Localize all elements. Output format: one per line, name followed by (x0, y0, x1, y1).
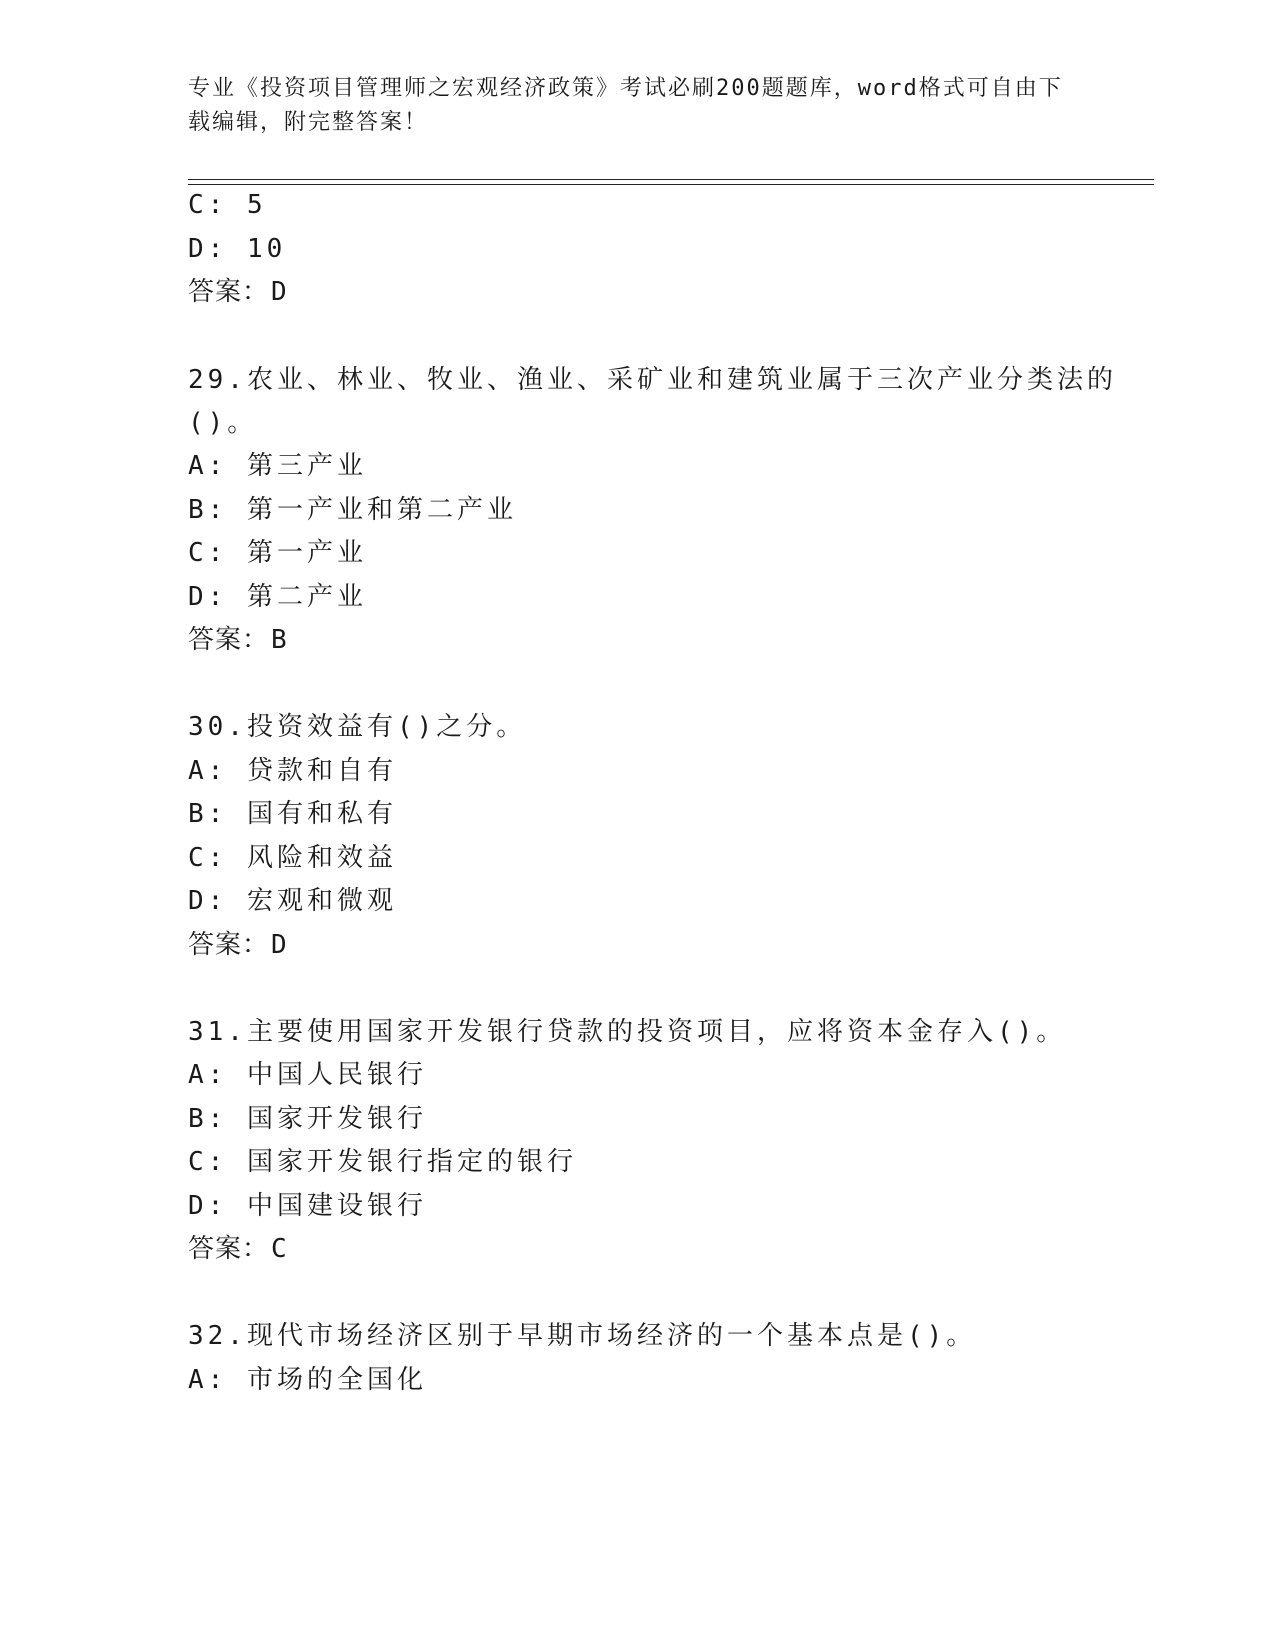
question-31-option-a: A: 中国人民银行 (188, 1060, 427, 1090)
question-30-stem: 30.投资效益有()之分。 (188, 712, 527, 742)
question-30-option-d: D: 宏观和微观 (188, 886, 397, 916)
question-29-option-a: A: 第三产业 (188, 451, 367, 481)
option-d: D: 10 (188, 234, 287, 264)
question-31-answer: 答案：C (188, 1234, 288, 1264)
question-31-option-d: D: 中国建设银行 (188, 1191, 427, 1221)
question-32-option-a: A: 市场的全国化 (188, 1365, 427, 1395)
answer-line: 答案：D (188, 277, 288, 307)
question-29-option-b: B: 第一产业和第二产业 (188, 495, 517, 525)
question-32-stem: 32.现代市场经济区别于早期市场经济的一个基本点是()。 (188, 1321, 977, 1351)
header-divider-top (188, 179, 1154, 180)
question-29-answer: 答案：B (188, 625, 288, 655)
question-31-option-b: B: 国家开发银行 (188, 1104, 427, 1134)
question-29-option-d: D: 第二产业 (188, 582, 367, 612)
question-30-answer: 答案：D (188, 930, 288, 960)
header-divider-bottom (188, 184, 1154, 185)
question-31-stem: 31.主要使用国家开发银行贷款的投资项目，应将资本金存入()。 (188, 1017, 1067, 1047)
question-30-option-b: B: 国有和私有 (188, 799, 397, 829)
question-30-option-c: C: 风险和效益 (188, 843, 397, 873)
option-c: C: 5 (188, 190, 267, 220)
question-29-stem: 29.农业、林业、牧业、渔业、采矿业和建筑业属于三次产业分类法的 (188, 365, 1117, 395)
question-29-stem-cont: ()。 (188, 408, 258, 438)
document-intro: 专业《投资项目管理师之宏观经济政策》考试必刷200题题库，word格式可自由下载编辑，附完整答案！ (188, 76, 1063, 135)
question-29-option-c: C: 第一产业 (188, 538, 367, 568)
question-31-option-c: C: 国家开发银行指定的银行 (188, 1147, 577, 1177)
question-30-option-a: A: 贷款和自有 (188, 756, 397, 786)
